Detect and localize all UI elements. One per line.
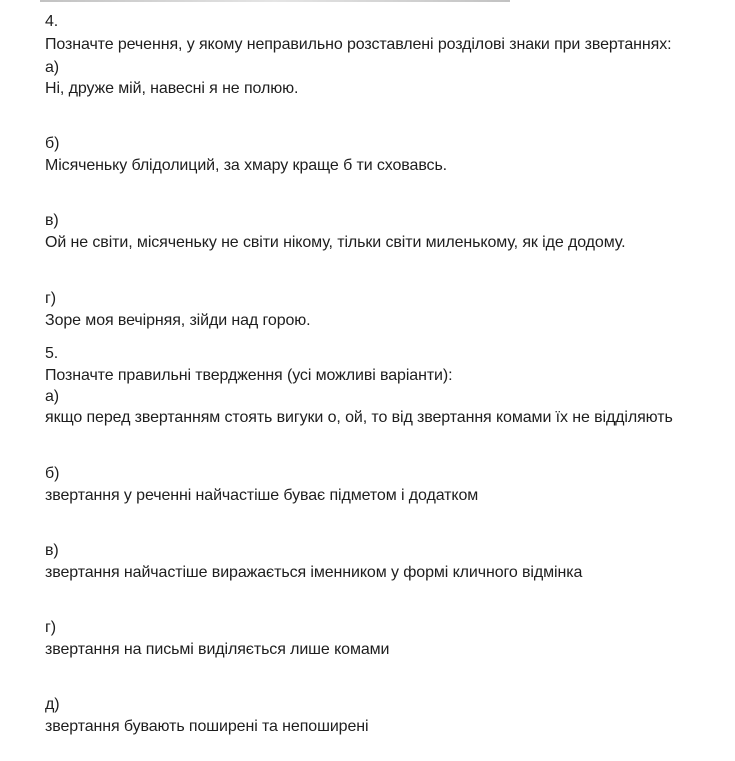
question-4-option-c-letter: в) — [45, 212, 59, 229]
question-5-option-e-letter: д) — [45, 696, 60, 713]
question-4-option-d-text: Зоре моя вечірняя, зійди над горою. — [45, 312, 311, 329]
question-5-option-a-text: якщо перед звертанням стоять вигуки о, ой, то від звертання комами їх не відділяють — [45, 409, 673, 426]
question-5-option-c-letter: в) — [45, 542, 59, 559]
cropped-previous-line — [40, 0, 510, 2]
question-5-option-b-letter: б) — [45, 465, 60, 482]
question-5-option-d-letter: г) — [45, 619, 56, 636]
question-4-option-c-text: Ой не світи, місяченьку не світи нікому, тільки світи миленькому, як іде додому. — [45, 234, 626, 251]
question-5-option-e-text: звертання бувають поширені та непоширені — [45, 718, 369, 735]
question-4-option-a-letter: а) — [45, 59, 60, 76]
question-4-option-d-letter: г) — [45, 290, 56, 307]
question-5-number: 5. — [45, 345, 59, 362]
question-5-option-b-text: звертання у реченні найчастіше буває підметом і додатком — [45, 487, 479, 504]
question-4-prompt: Позначте речення, у якому неправильно розставлені розділові знаки при звертаннях: — [45, 36, 672, 53]
question-5-prompt: Позначте правильні твердження (усі можливі варіанти): — [45, 367, 453, 384]
question-5-option-c-text: звертання найчастіше виражається іменником у формі кличного відмінка — [45, 564, 583, 581]
question-5-option-d-text: звертання на письмі виділяється лише комами — [45, 641, 390, 658]
question-4-option-b-letter: б) — [45, 135, 60, 152]
question-4-number: 4. — [45, 13, 59, 30]
question-4-option-b-text: Місяченьку блідолиций, за хмару краще б ти сховавсь. — [45, 157, 448, 174]
question-4-option-a-text: Ні, друже мій, навесні я не полюю. — [45, 80, 299, 97]
question-5-option-a-letter: а) — [45, 388, 60, 405]
